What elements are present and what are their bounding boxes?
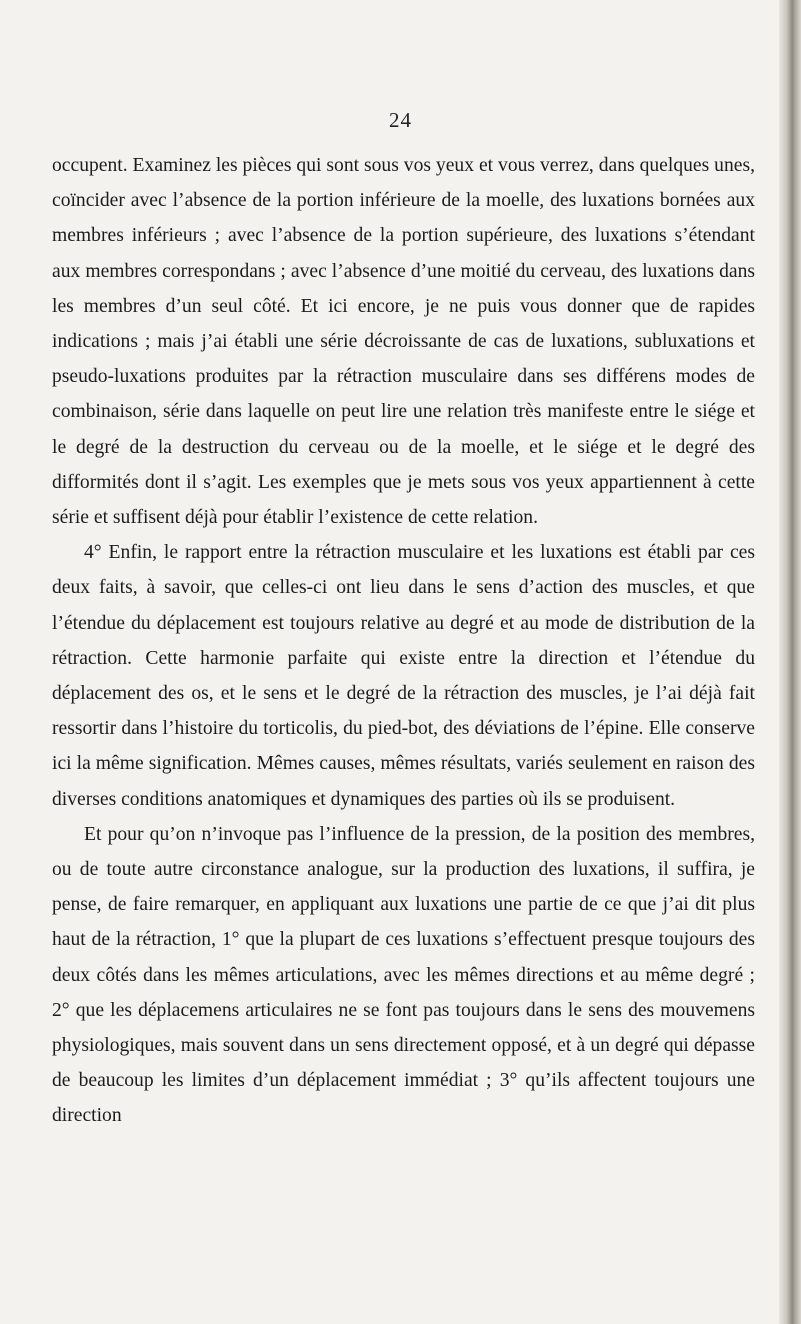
paragraph-2: 4° Enfin, le rapport entre la rétraction musculaire et les luxations est établi par ces deux faits, à savoir, que celles-ci ont lieu dans le sens d’action des muscles, et que l’étendue du déplacement est toujours relative au degré et au mode de distribution de la rétraction. Cette harmonie parfaite qui existe entre la direction et l’étendue du déplacement des os, et le sens et le degré de la rétraction des muscles, je l’ai déjà fait ressortir dans l’histoire du torticolis, du pied-bot, des déviations de l’épine. Elle conserve ici la même signification. Mêmes causes, mêmes résultats, variés seulement en raison des diverses conditions anatomiques et dynamiques des parties où ils se produisent. [52, 542, 755, 810]
paragraph-1: occupent. Examinez les pièces qui sont sous vos yeux et vous verrez, dans quelques unes, coïncider avec l’absence de la portion inférieure de la moelle, des luxations bornées aux membres inférieurs ; avec l’absence de la portion supérieure, des luxations s’étendant aux membres correspondans ; avec l’absence d’une moitié du cerveau, des luxations dans les membres d’un seul côté. Et ici encore, je ne puis vous donner que de rapides indications ; mais j’ai établi une série décroissante de cas de luxations, subluxations et pseudo-luxations produites par la rétraction musculaire dans ses différens modes de combinaison, série dans laquelle on peut lire une relation très manifeste entre le siége et le degré de la destruction du cerveau ou de la moelle, et le siége et le degré des difformités dont il s’agit. Les exemples que je mets sous vos yeux appartiennent à cette série et suffisent déjà pour établir l’existence de cette relation. [52, 155, 755, 529]
page-binding-edge [779, 0, 801, 1324]
page-number: 24 [389, 108, 412, 132]
paragraph-3: Et pour qu’on n’invoque pas l’influence de la pression, de la position des membres, ou de toute autre circonstance analogue, sur la production des luxations, il suffira, je pense, de faire remarquer, en appliquant aux luxations une partie de ce que j’ai dit plus haut de la rétraction, 1° que la plupart de ces luxations s’effectuent presque toujours des deux côtés dans les mêmes articulations, avec les mêmes directions et au même degré ; 2° que les déplacemens articulaires ne se font pas toujours dans le sens des mouvemens physiologiques, mais souvent dans un sens directement opposé, et à un degré qui dépasse de beaucoup les limites d’un déplacement immédiat ; 3° qu’ils affectent toujours une direction [52, 823, 755, 1127]
body-text [52, 148, 755, 1134]
